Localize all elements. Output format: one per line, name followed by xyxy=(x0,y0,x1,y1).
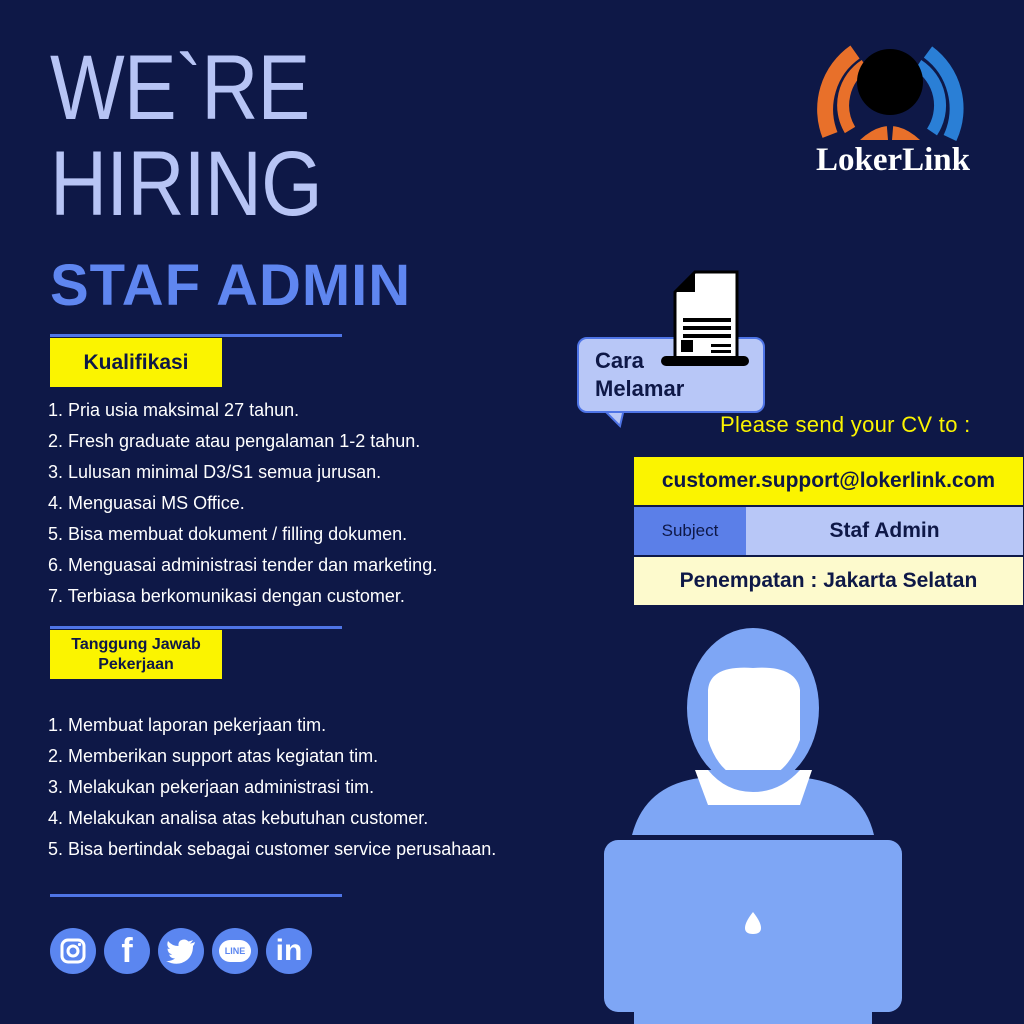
subject-value: Staf Admin xyxy=(746,507,1023,555)
list-item: 3. Melakukan pekerjaan administrasi tim. xyxy=(48,777,375,797)
list-item: 3. Lulusan minimal D3/S1 semua jurusan. xyxy=(48,462,382,482)
list-item: 7. Terbiasa berkomunikasi dengan customer. xyxy=(48,586,405,606)
facebook-icon[interactable]: f xyxy=(104,928,150,974)
headline-line-1: WE`RE xyxy=(50,37,310,139)
position-title: STAF ADMIN xyxy=(50,253,412,318)
instagram-icon[interactable] xyxy=(50,928,96,974)
list-item: 4. Melakukan analisa atas kebutuhan customer. xyxy=(48,808,429,828)
document-icon xyxy=(655,270,755,370)
list-item: 5. Bisa bertindak sebagai customer service perusahaan. xyxy=(48,839,497,859)
list-item: 4. Menguasai MS Office. xyxy=(48,493,245,513)
list-item: 1. Pria usia maksimal 27 tahun. xyxy=(48,400,300,420)
divider-bottom xyxy=(50,894,342,897)
list-item: 2. Fresh graduate atau pengalaman 1-2 tahun. xyxy=(48,431,421,451)
qualifications-label: Kualifikasi xyxy=(50,338,222,387)
twitter-icon[interactable] xyxy=(158,928,204,974)
person-laptop-icon xyxy=(600,620,910,1024)
divider-middle xyxy=(50,626,342,629)
list-item: 1. Membuat laporan pekerjaan tim. xyxy=(48,715,327,735)
twitter-bird-icon xyxy=(166,938,196,964)
instagram-glyph-icon xyxy=(59,937,87,965)
apply-bubble-line-1: Cara xyxy=(595,348,644,373)
responsibilities-label xyxy=(50,630,222,679)
qualifications-list xyxy=(48,395,437,612)
responsibilities-label-line-1: Tanggung Jawab xyxy=(71,635,201,653)
send-cv-instruction: Please send your CV to : xyxy=(720,412,971,437)
line-glyph: LINE xyxy=(219,940,251,962)
subject-row xyxy=(634,507,1023,555)
subject-label: Subject xyxy=(634,507,746,555)
email-address[interactable]: customer.support@lokerlink.com xyxy=(634,457,1023,505)
apply-bubble-line-2: Melamar xyxy=(595,376,685,401)
linkedin-icon[interactable]: in xyxy=(266,928,312,974)
divider-top xyxy=(50,334,342,337)
logo-text: LokerLink xyxy=(815,142,971,178)
responsibilities-list xyxy=(48,710,496,865)
list-item: 2. Memberikan support atas kegiatan tim. xyxy=(48,746,379,766)
line-icon[interactable] xyxy=(212,928,258,974)
responsibilities-label-line-2: Pekerjaan xyxy=(98,655,174,673)
list-item: 5. Bisa membuat dokument / filling dokumen. xyxy=(48,524,408,544)
headline-line-2: HIRING xyxy=(50,133,322,235)
placement-location: Penempatan : Jakarta Selatan xyxy=(634,557,1023,605)
list-item: 6. Menguasai administrasi tender dan marketing. xyxy=(48,555,438,575)
